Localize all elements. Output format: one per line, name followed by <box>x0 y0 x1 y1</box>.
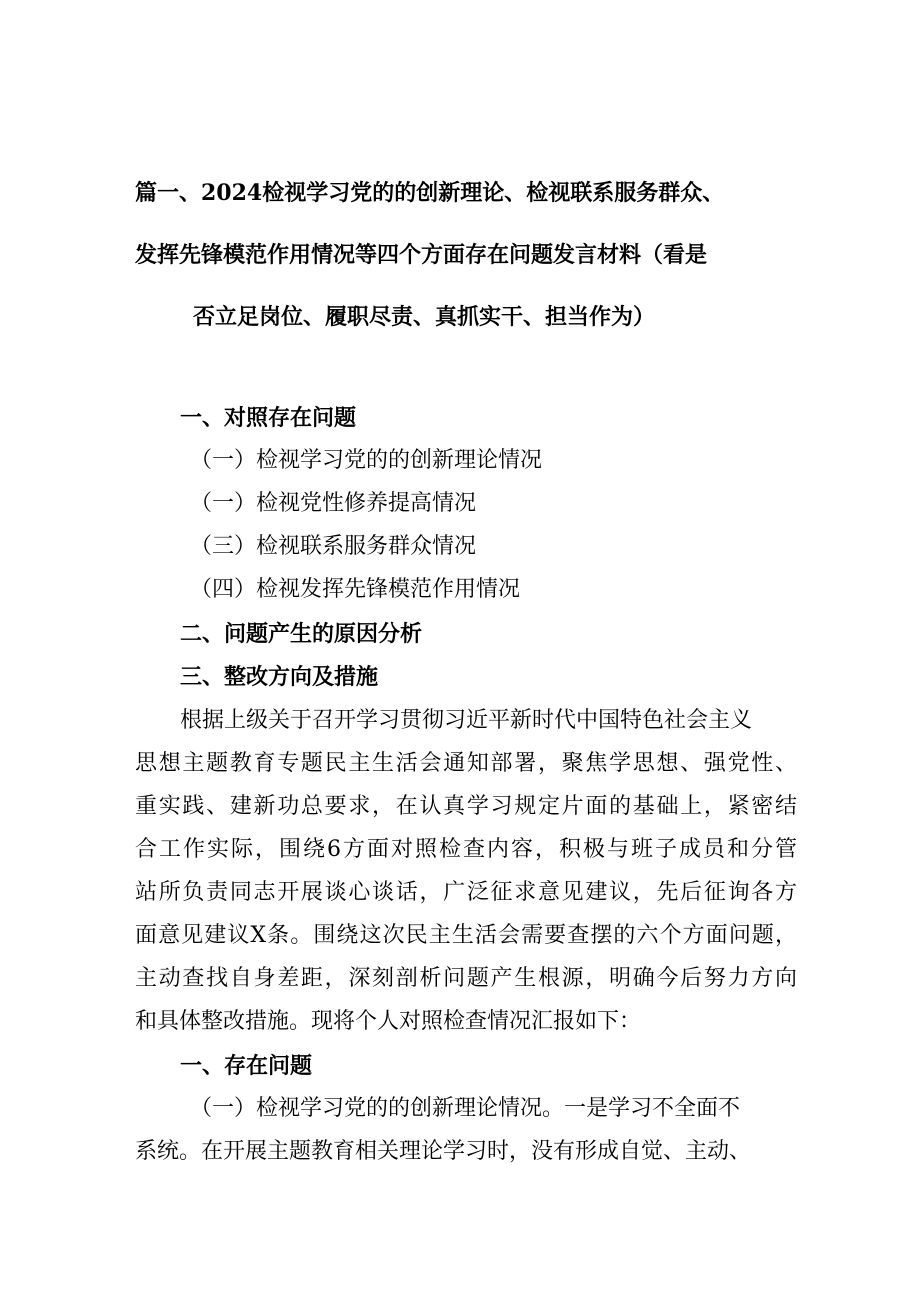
body-line-3: 重实践、建新功总要求，在认真学习规定片面的基础上，紧密结 <box>135 794 797 819</box>
title-line-1: 篇一、2024检视学习党的的创新理论、检视联系服务群众、 <box>135 180 725 206</box>
body-line-6: 面意见建议X条。围绕这次民主生活会需要查摆的六个方面问题， <box>135 923 797 948</box>
body-line-7: 主动查找自身差距，深刻剖析问题产生根源，明确今后努力方向 <box>135 966 797 991</box>
body-line-4: 合工作实际，围绕6方面对照检查内容，积极与班子成员和分管 <box>135 837 797 862</box>
section-line-1: （一）检视学习党的的创新理论情况。一是学习不全面不 <box>190 1096 741 1121</box>
outline-item-3: （三）检视联系服务群众情况 <box>190 534 477 559</box>
body-line-5: 站所负责同志开展谈心谈话，广泛征求意见建议，先后征询各方 <box>135 880 797 905</box>
body-line-2: 思想主题教育专题民主生活会通知部署，聚焦学思想、强党性、 <box>135 751 797 776</box>
section-heading: 一、存在问题 <box>180 1053 313 1079</box>
section-line-2: 系统。在开展主题教育相关理论学习时，没有形成自觉、主动、 <box>135 1139 752 1164</box>
outline-item-4: （四）检视发挥先锋模范作用情况 <box>190 577 521 602</box>
title-line-2: 发挥先锋模范作用情况等四个方面存在问题发言材料（看是 <box>135 242 708 268</box>
body-line-8: 和具体整改措施。现将个人对照检查情况汇报如下： <box>135 1009 642 1034</box>
outline-heading-3: 三、整改方向及措施 <box>180 664 379 690</box>
title-line-3: 否立足岗位、履职尽责、真抓实干、担当作为） <box>193 304 656 330</box>
outline-heading-2: 二、问题产生的原因分析 <box>180 621 423 647</box>
outline-item-2: （一）检视党性修养提高情况 <box>190 491 477 516</box>
outline-item-1: （一）检视学习党的的创新理论情况 <box>190 448 543 473</box>
outline-heading-1: 一、对照存在问题 <box>180 405 357 431</box>
body-line-1: 根据上级关于召开学习贯彻习近平新时代中国特色社会主义 <box>180 708 753 733</box>
